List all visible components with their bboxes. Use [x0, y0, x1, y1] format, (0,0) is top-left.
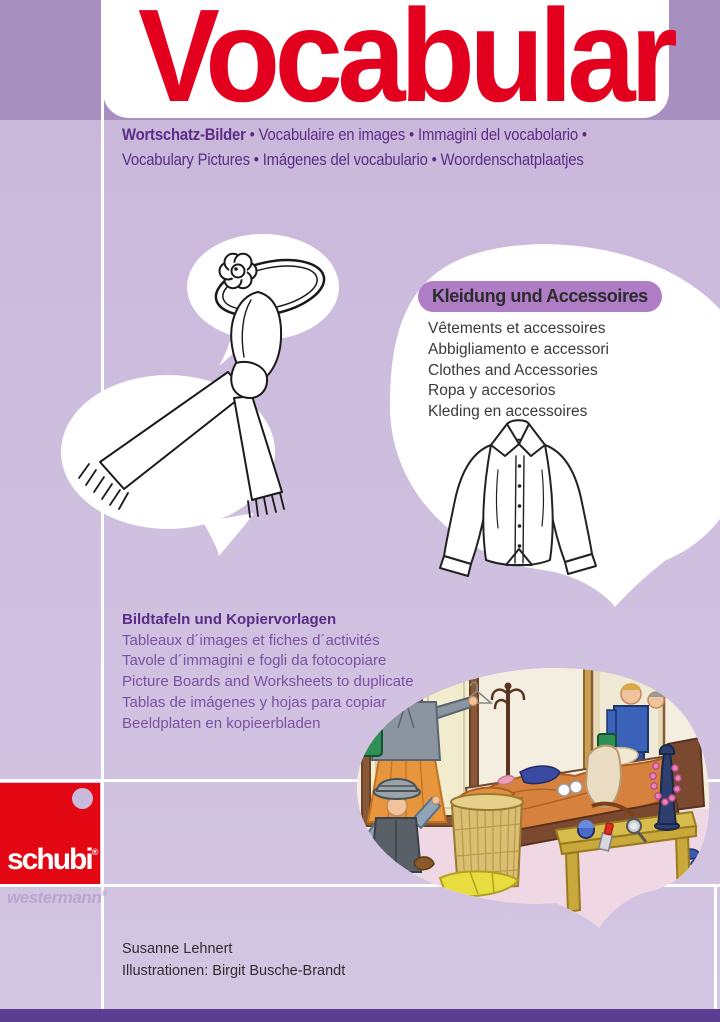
westermann-logo — [7, 889, 107, 906]
subtitle-rest: • Vocabulaire en images • Immagini del vocabolario • — [245, 126, 587, 144]
series-block — [122, 610, 414, 734]
bottom-bar — [0, 1009, 720, 1022]
topic-translation-es: Ropa y accesorios — [428, 382, 556, 400]
schubi-logo — [7, 845, 98, 875]
topic-translation-en: Clothes and Accessories — [428, 361, 598, 379]
westermann-registered-mark: ® — [101, 889, 107, 898]
subtitle-lead: Wortschatz-Bilder — [122, 126, 246, 144]
westermann-logo-text: westermann — [7, 888, 102, 907]
schubi-logo-dot — [72, 788, 93, 809]
topic-title-badge: Kleidung und Accessoires — [418, 281, 662, 312]
scarf-speech-bubble — [61, 292, 284, 556]
topic-block — [418, 281, 668, 423]
topic-translation-nl: Kleding en accessoires — [428, 403, 588, 421]
page-title: Vocabular — [138, 0, 673, 129]
series-translation-fr: Tableaux d´images et fiches d´activités — [122, 631, 380, 649]
schubi-registered-mark: ® — [91, 847, 99, 857]
series-title: Bildtafeln und Kopiervorlagen — [122, 611, 337, 628]
topic-translations — [428, 319, 668, 423]
topic-translation-fr: Vêtements et accessoires — [428, 320, 606, 337]
illustrator-credit: Illustrationen: Birgit Busche-Brandt — [122, 963, 346, 979]
series-translation-es: Tablas de imágenes y hojas para copiar — [122, 693, 387, 711]
topic-translation-it: Abbigliamento e accessori — [428, 340, 609, 358]
credits — [122, 938, 345, 982]
subtitle-line-2: Vocabulary Pictures • Imágenes del vocabulario • Woordenschatplaatjes — [122, 151, 584, 169]
series-translation-en: Picture Boards and Worksheets to duplicate — [122, 673, 414, 691]
schubi-logo-text: schubi — [7, 843, 92, 876]
series-translation-nl: Beeldplaten en kopieerbladen — [122, 714, 321, 732]
series-translation-it: Tavole d´immagini e fogli da fotocopiare — [122, 652, 387, 670]
author-credit: Susanne Lehnert — [122, 941, 233, 957]
